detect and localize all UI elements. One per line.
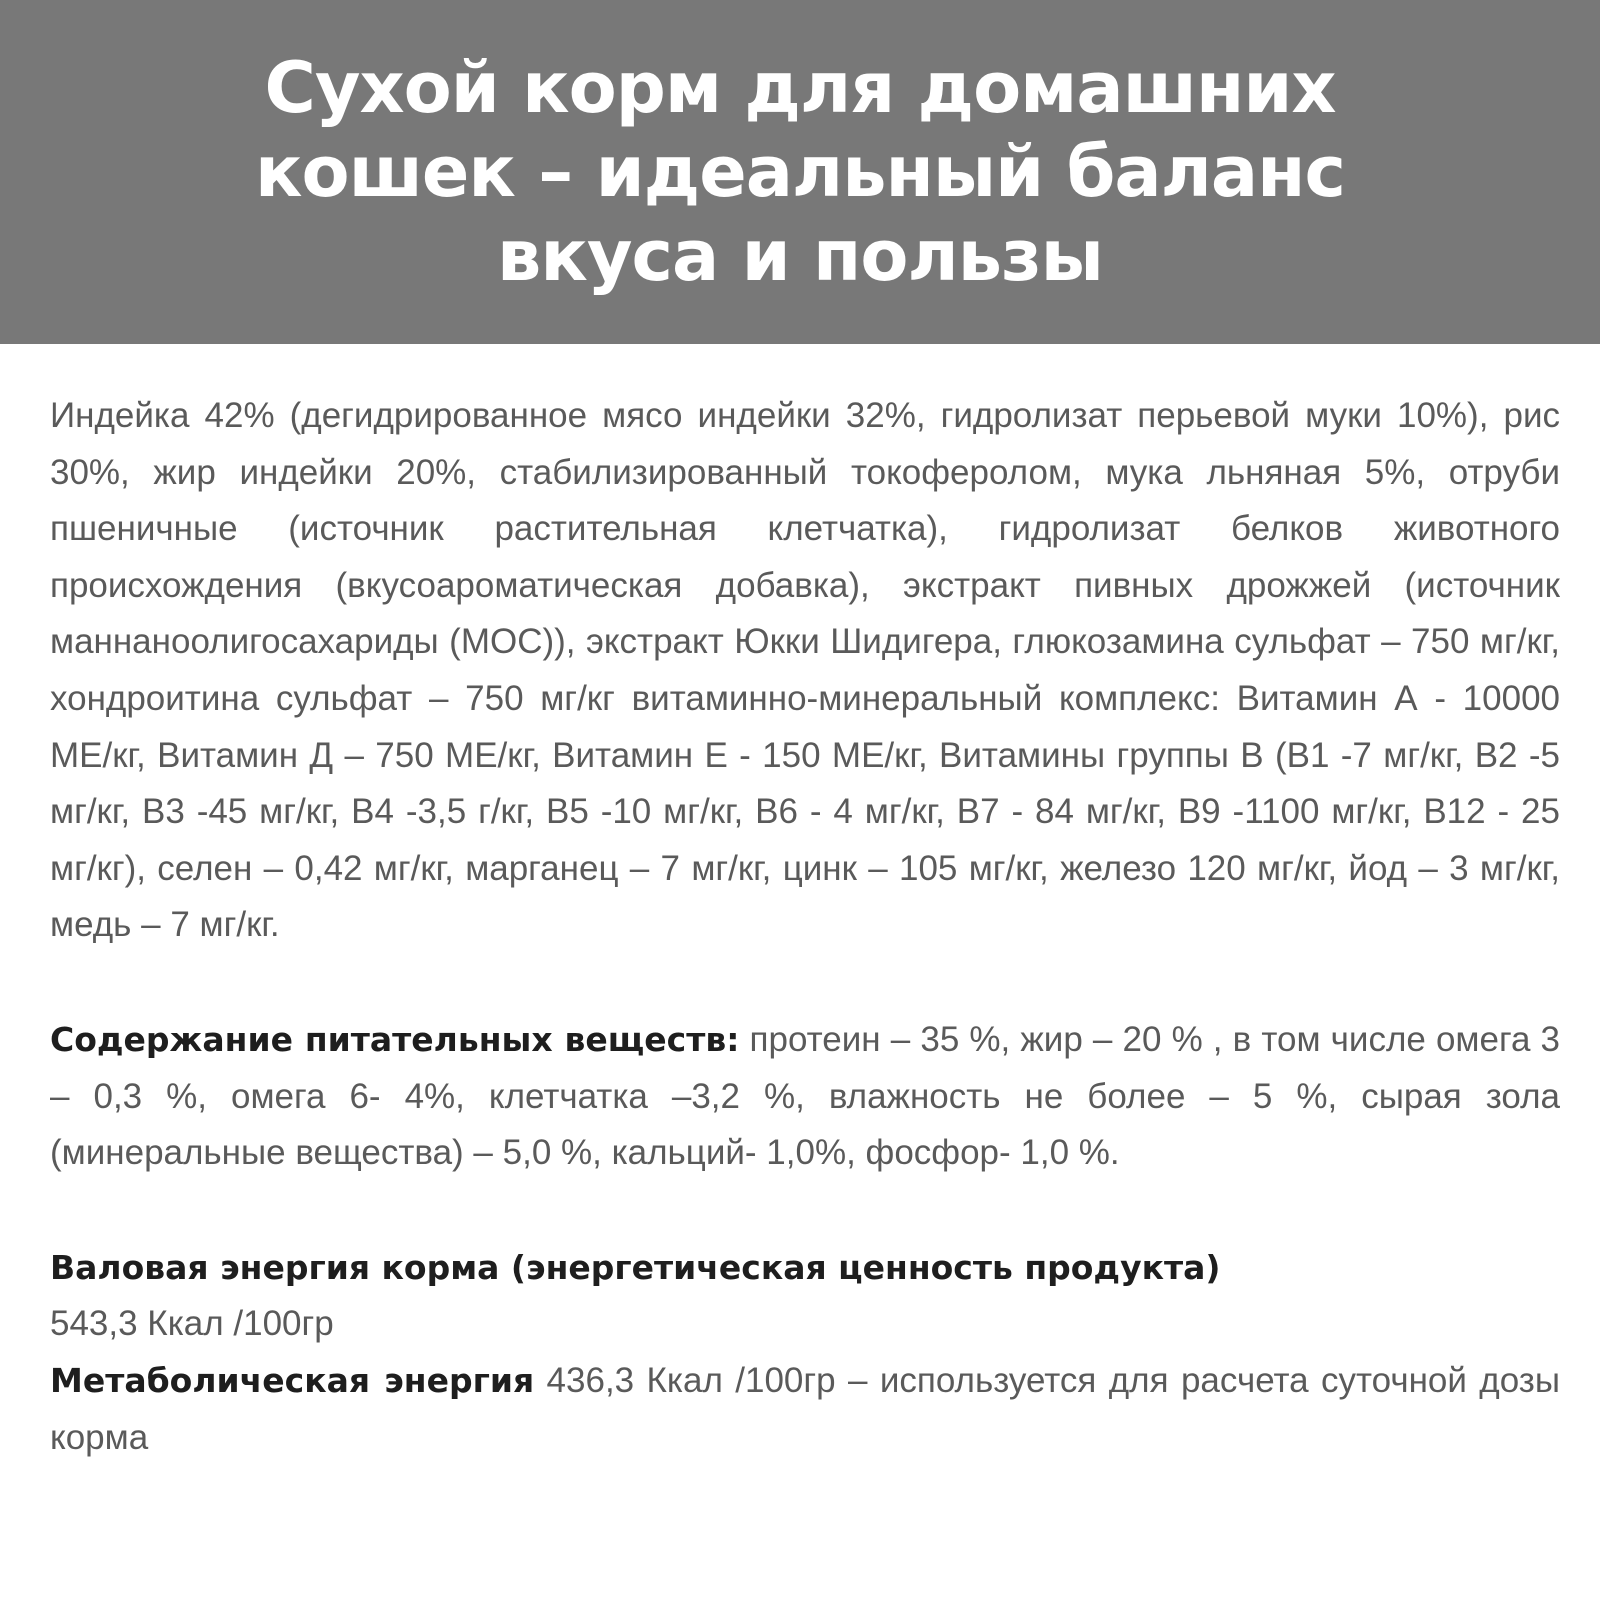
gross-energy-label: Валовая энергия корма (энергетическая ценность продукта) bbox=[50, 1247, 1221, 1287]
nutrients-paragraph bbox=[50, 1012, 1560, 1182]
header-banner bbox=[0, 0, 1600, 344]
nutrients-label: Содержание питательных веществ: bbox=[50, 1019, 740, 1059]
composition-paragraph: Индейка 42% (дегидрированное мясо индейки 32%, гидролизат перьевой муки 10%), рис 30%, жир индейки 20%, стабилизированный токоферолом, мука льняная 5%, отруби пшеничные (источник растительная клетчатка), гидролизат белков животного происхождения (вкусоароматическая добавка), экстракт пивных дрожжей (источник маннаноолигосахариды (МОС)), экстракт Юкки Шидигера, глюкозамина сульфат – 750 мг/кг, хондроитина сульфат – 750 мг/кг витаминно-минеральный комплекс: Витамин А - 10000 МЕ/кг, Витамин Д – 750 МЕ/кг, Витамин Е - 150 МЕ/кг, Витамины группы В (В1 -7 мг/кг, В2 -5 мг/кг, В3 -45 мг/кг, В4 -3,5 г/кг, В5 -10 мг/кг, В6 - 4 мг/кг, В7 - 84 мг/кг, В9 -1100 мг/кг, В12 - 25 мг/кг), селен – 0,42 мг/кг, марганец – 7 мг/кг, цинк – 105 мг/кг, железо 120 мг/кг, йод – 3 мг/кг, медь – 7 мг/кг. bbox=[50, 396, 1560, 945]
nutrients-text: протеин – 35 %, жир – 20 % , в том числе омега 3 – 0,3 %, омега 6- 4%, клетчатка –3,2 %, влажность не более – 5 %, сырая зола (минеральные вещества) – 5,0 %, кальций- 1,0%, фосфор- 1,0 %. bbox=[50, 1019, 1560, 1173]
metabolic-energy-label: Метаболическая энергия bbox=[50, 1360, 535, 1400]
page-title: Сухой корм для домашних кошек – идеальный баланс вкуса и пользы bbox=[254, 47, 1346, 297]
product-description bbox=[50, 388, 1560, 1466]
metabolic-energy-text: 436,3 Ккал /100гр – используется для расчета суточной дозы корма bbox=[50, 1360, 1561, 1457]
gross-energy-value: 543,3 Ккал /100гр bbox=[50, 1304, 334, 1344]
metabolic-energy-paragraph bbox=[50, 1353, 1560, 1466]
gross-energy-paragraph bbox=[50, 1240, 1560, 1353]
